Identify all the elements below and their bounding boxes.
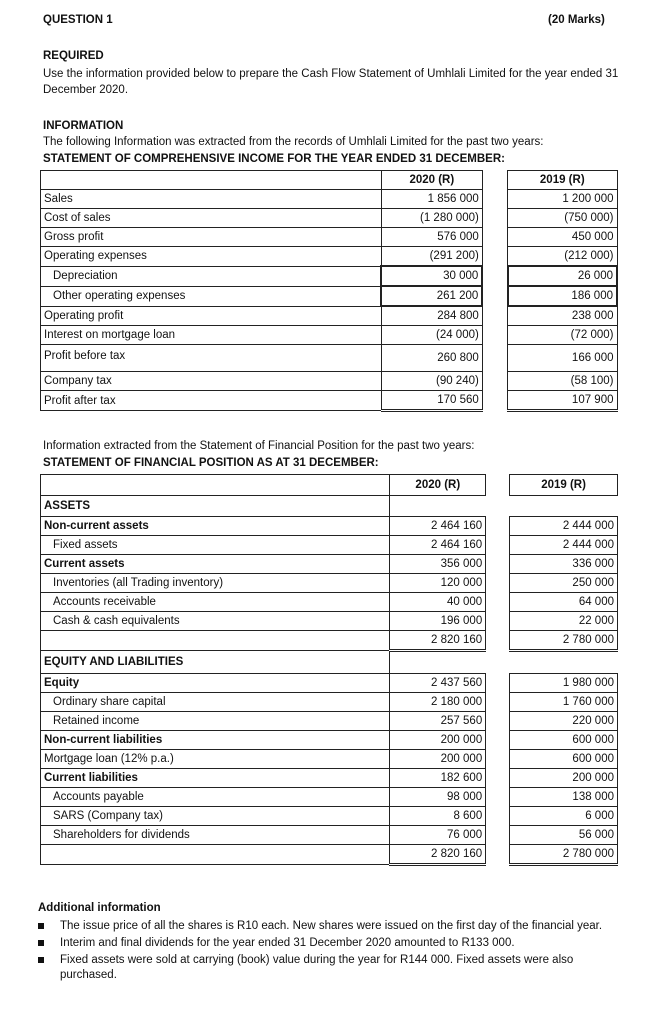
row-label: Fixed assets <box>41 536 390 555</box>
row-label: Sales <box>41 190 382 209</box>
value-2020: 40 000 <box>390 593 486 612</box>
value-2020: 200 000 <box>390 731 486 750</box>
row-label: Non-current assets <box>41 517 390 536</box>
table-row <box>41 496 618 517</box>
value-2020: 8 600 <box>390 807 486 826</box>
value-2020: 120 000 <box>390 574 486 593</box>
row-label: Mortgage loan (12% p.a.) <box>41 750 390 769</box>
position-col-2019: 2019 (R) <box>510 475 618 496</box>
table-row <box>41 266 618 286</box>
value-2020: (24 000) <box>381 326 482 345</box>
value-2020: 2 437 560 <box>390 674 486 693</box>
value-2020: 98 000 <box>390 788 486 807</box>
income-col-2020: 2020 (R) <box>381 171 482 190</box>
row-label: Interest on mortgage loan <box>41 326 382 345</box>
list-item: Interim and final dividends for the year ended 31 December 2020 amounted to R133 000. <box>38 936 623 951</box>
value-2019: 200 000 <box>510 769 618 788</box>
value-2020: 76 000 <box>390 826 486 845</box>
value-2020: 261 200 <box>381 286 482 306</box>
value-2019: 238 000 <box>508 306 617 326</box>
additional-heading: Additional information <box>38 902 161 914</box>
value-2019: 220 000 <box>510 712 618 731</box>
value-2020: 196 000 <box>390 612 486 631</box>
row-label: Company tax <box>41 372 382 391</box>
value-2019: 1 200 000 <box>508 190 617 209</box>
value-2020: 1 856 000 <box>381 190 482 209</box>
total-2019: 2 780 000 <box>510 631 618 651</box>
table-row <box>41 693 618 712</box>
position-statement-title: STATEMENT OF FINANCIAL POSITION AS AT 31 DECEMBER: <box>43 457 379 469</box>
row-label: Cash & cash equivalents <box>41 612 390 631</box>
table-row <box>41 651 618 674</box>
value-2019: (212 000) <box>508 247 617 267</box>
table-row <box>41 612 618 631</box>
row-label: Cost of sales <box>41 209 382 228</box>
value-2019: 1 760 000 <box>510 693 618 712</box>
value-2019: (750 000) <box>508 209 617 228</box>
required-text: Use the information provided below to prepare the Cash Flow Statement of Umhlali Limited for the year ended 31 December 2020. <box>43 68 619 96</box>
table-row <box>41 391 618 411</box>
question-title: QUESTION 1 <box>43 14 113 26</box>
income-statement-title: STATEMENT OF COMPREHENSIVE INCOME FOR THE YEAR ENDED 31 DECEMBER: <box>43 153 505 165</box>
table-row <box>41 807 618 826</box>
row-label: Ordinary share capital <box>41 693 390 712</box>
value-2020: 576 000 <box>381 228 482 247</box>
value-2019: 64 000 <box>510 593 618 612</box>
value-2019: 2 444 000 <box>510 517 618 536</box>
value-2019: 56 000 <box>510 826 618 845</box>
value-2020: 260 800 <box>381 345 482 372</box>
information-heading: INFORMATION <box>43 120 124 132</box>
table-row <box>41 209 618 228</box>
information-intro: The following Information was extracted from the records of Umhlali Limited for the past two years: <box>43 136 544 148</box>
row-label: Inventories (all Trading inventory) <box>41 574 390 593</box>
financial-position-table <box>40 474 618 866</box>
list-item: Fixed assets were sold at carrying (book) value during the year for R144 000. Fixed assets were also purchased. <box>38 953 623 983</box>
value-2020: 2 464 160 <box>390 536 486 555</box>
income-statement-table <box>40 170 618 412</box>
value-2019: 166 000 <box>508 345 617 372</box>
table-row <box>41 247 618 267</box>
table-row <box>41 574 618 593</box>
value-2019: (72 000) <box>508 326 617 345</box>
total-row <box>41 631 618 651</box>
total-2020: 2 820 160 <box>390 631 486 651</box>
row-label: SARS (Company tax) <box>41 807 390 826</box>
value-2019: 1 980 000 <box>510 674 618 693</box>
value-2020: 2 464 160 <box>390 517 486 536</box>
row-label: Shareholders for dividends <box>41 826 390 845</box>
position-intro: Information extracted from the Statement of Financial Position for the past two years: <box>43 440 475 452</box>
row-label: Equity <box>41 674 390 693</box>
row-label: Operating profit <box>41 306 382 326</box>
value-2019: 336 000 <box>510 555 618 574</box>
value-2020: (90 240) <box>381 372 482 391</box>
value-2019: 138 000 <box>510 788 618 807</box>
row-label: ASSETS <box>41 496 390 517</box>
additional-list <box>38 919 623 985</box>
table-row <box>41 750 618 769</box>
table-row <box>41 228 618 247</box>
value-2019: 107 900 <box>508 391 617 411</box>
value-2020: 30 000 <box>381 266 482 286</box>
position-header-row <box>41 475 618 496</box>
value-2020: 200 000 <box>390 750 486 769</box>
position-col-2020: 2020 (R) <box>390 475 486 496</box>
table-row <box>41 345 618 372</box>
table-row <box>41 372 618 391</box>
table-row <box>41 731 618 750</box>
value-2019: 26 000 <box>508 266 617 286</box>
total-row <box>41 845 618 865</box>
value-2020: 182 600 <box>390 769 486 788</box>
value-2019: 600 000 <box>510 750 618 769</box>
value-2020: 170 560 <box>381 391 482 411</box>
table-row <box>41 826 618 845</box>
value-2020: 257 560 <box>390 712 486 731</box>
row-label: EQUITY AND LIABILITIES <box>41 651 390 674</box>
value-2020: 356 000 <box>390 555 486 574</box>
value-2019: 450 000 <box>508 228 617 247</box>
required-heading: REQUIRED <box>43 50 104 62</box>
value-2020: 284 800 <box>381 306 482 326</box>
row-label: Current liabilities <box>41 769 390 788</box>
row-label: Non-current liabilities <box>41 731 390 750</box>
table-row <box>41 769 618 788</box>
value-2019: 2 444 000 <box>510 536 618 555</box>
value-2019: 250 000 <box>510 574 618 593</box>
value-2020: 2 180 000 <box>390 693 486 712</box>
value-2019: 186 000 <box>508 286 617 306</box>
row-label: Profit after tax <box>41 391 382 411</box>
table-row <box>41 555 618 574</box>
row-label: Retained income <box>41 712 390 731</box>
table-row <box>41 306 618 326</box>
table-row <box>41 517 618 536</box>
row-label: Current assets <box>41 555 390 574</box>
table-row <box>41 326 618 345</box>
value-2019: 22 000 <box>510 612 618 631</box>
table-row <box>41 286 618 306</box>
total-2020: 2 820 160 <box>390 845 486 865</box>
row-label <box>41 845 390 865</box>
row-label <box>41 631 390 651</box>
table-row <box>41 593 618 612</box>
row-label: Accounts payable <box>41 788 390 807</box>
income-header-row <box>41 171 618 190</box>
list-item: The issue price of all the shares is R10 each. New shares were issued on the first day of the financial year. <box>38 919 623 934</box>
value-2019: 6 000 <box>510 807 618 826</box>
row-label: Accounts receivable <box>41 593 390 612</box>
value-2020: (1 280 000) <box>381 209 482 228</box>
row-label: Profit before tax <box>41 345 382 372</box>
total-2019: 2 780 000 <box>510 845 618 865</box>
table-row <box>41 674 618 693</box>
table-row <box>41 536 618 555</box>
value-2019: 600 000 <box>510 731 618 750</box>
income-col-2019: 2019 (R) <box>508 171 617 190</box>
value-2019: (58 100) <box>508 372 617 391</box>
value-2020: (291 200) <box>381 247 482 267</box>
row-label: Gross profit <box>41 228 382 247</box>
row-label: Other operating expenses <box>41 286 382 306</box>
row-label: Depreciation <box>41 266 382 286</box>
table-row <box>41 190 618 209</box>
marks-label: (20 Marks) <box>548 14 605 26</box>
table-row <box>41 712 618 731</box>
row-label: Operating expenses <box>41 247 382 267</box>
table-row <box>41 788 618 807</box>
